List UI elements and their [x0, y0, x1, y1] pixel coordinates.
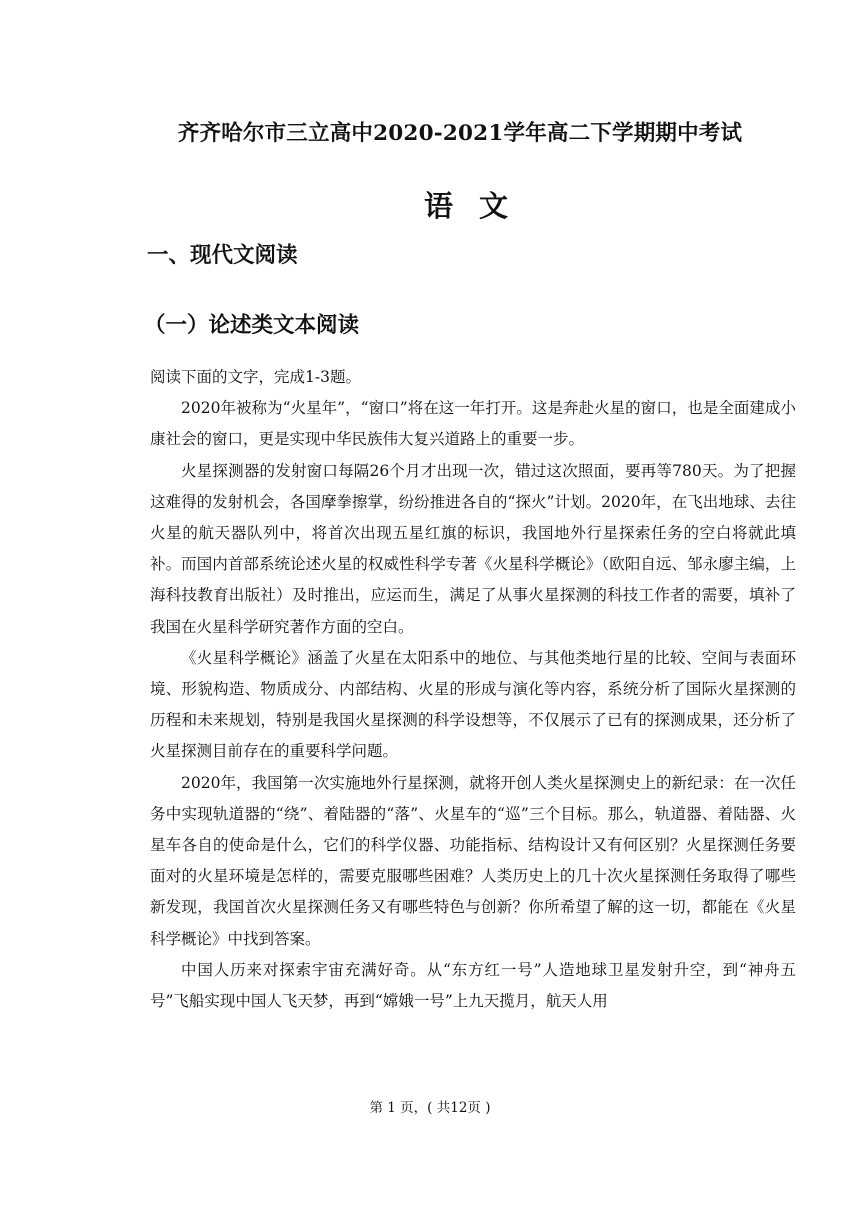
paragraph: 2020年被称为“火星年”，“窗口”将在这一年打开。这是奔赴火星的窗口，也是全面建成小康社会的窗口，更是实现中华民族伟大复兴道路上的重要一步。	[150, 399, 796, 449]
subsection-heading: （一）论述类文本阅读	[144, 313, 360, 338]
paragraph: 2020年，我国第一次实施地外行星探测，就将开创人类火星探测史上的新纪录：在一次任务中实现轨道器的“绕”、着陆器的“落”、火星车的“巡”三个目标。那么，轨道器、着陆器、火星车各自的使命是什么，它们的科学仪器、功能指标、结构设计又有何区别？火星探测任务要面对的火星环境是怎样的，需要克服哪些困难？人类历史上的几十次火星探测任务取得了哪些新发现，我国首次火星探测任务又有哪些特色与创新？你所希望了解的这一切，都能在《火星科学概论》中找到答案。	[150, 773, 796, 948]
paragraph: 中国人历来对探索宇宙充满好奇。从“东方红一号”人造地球卫星发射升空，到“神舟五号”飞船实现中国人飞天梦，再到“嫦娥一号”上九天揽月，航天人用	[150, 960, 796, 1011]
reading-instruction: 阅读下面的文字，完成1-3题。	[150, 368, 361, 386]
paragraph: 《火星科学概论》涵盖了火星在太阳系中的地位、与其他类地行星的比较、空间与表面环境、形貌构造、物质成分、内部结构、火星的形成与演化等内容，系统分析了国际火星探测的历程和未来规划，特别是我国火星探测的科学设想等，不仅展示了已有的探测成果，还分析了火星探测目前存在的重要科学问题。	[150, 648, 796, 761]
reading-passage	[150, 362, 796, 1017]
section-heading: 一、现代文阅读	[147, 243, 298, 268]
subject-title: 语 文	[423, 189, 517, 223]
page-footer: 第 1 页，( 共12页 )	[369, 1100, 491, 1116]
exam-title: 齐齐哈尔市三立高中2020-2021学年高二下学期期中考试	[177, 121, 743, 146]
paragraph: 火星探测器的发射窗口每隔26个月才出现一次，错过这次照面，要再等780天。为了把握这难得的发射机会，各国摩拳擦掌，纷纷推进各自的“探火”计划。2020年，在飞出地球、去往火星的航天器队列中，将首次出现五星红旗的标识，我国地外行星探索任务的空白将就此填补。而国内首部系统论述火星的权威性科学专著《火星科学概论》（欧阳自远、邹永廖主编，上海科技教育出版社）及时推出，应运而生，满足了从事火星探测的科技工作者的需要，填补了我国在火星科学研究著作方面的空白。	[150, 461, 796, 636]
